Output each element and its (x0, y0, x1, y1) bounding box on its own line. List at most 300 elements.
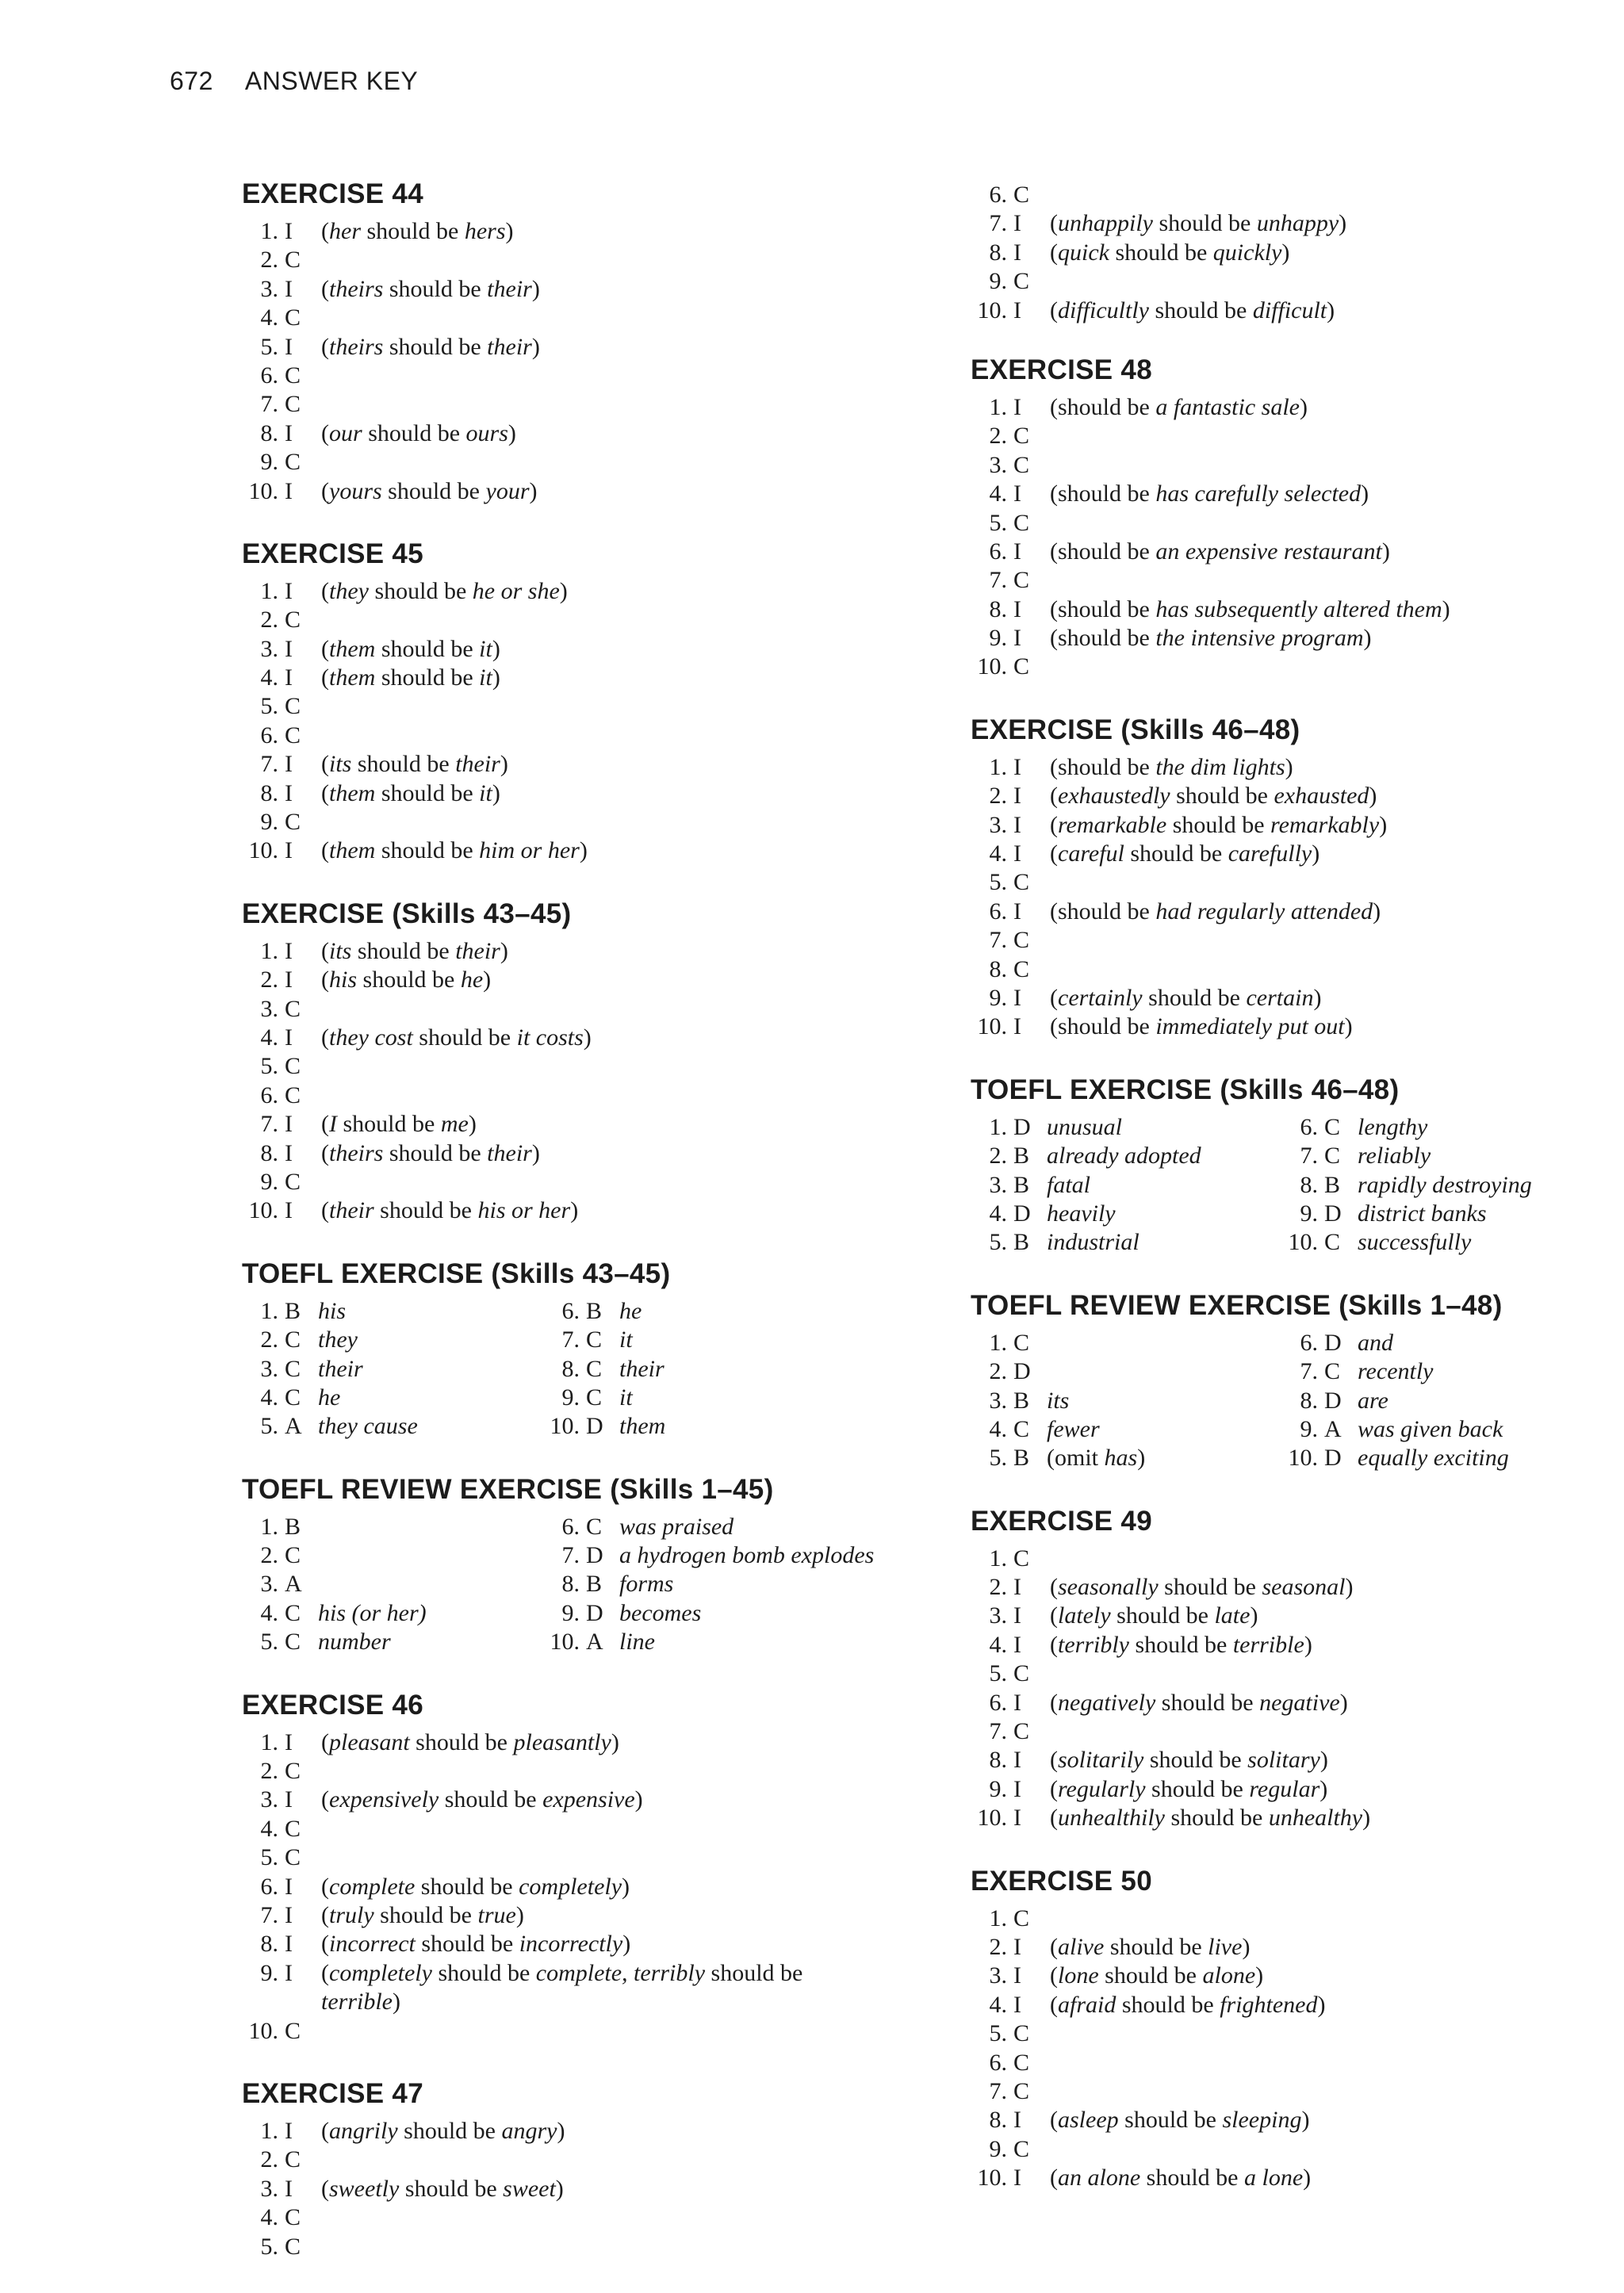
item-number: 2. (989, 423, 1007, 450)
note-italic: live (1208, 1933, 1243, 1960)
answer-mark: I (285, 218, 293, 244)
note-text: ( (321, 1139, 329, 1166)
note-text: ) (1344, 1013, 1353, 1040)
item-number: 1. (989, 1904, 1007, 1931)
note-italic: had regularly attended (1155, 898, 1373, 924)
note-italic: his (329, 967, 358, 993)
note-text: ) (1320, 1775, 1328, 1802)
answer-row (242, 1901, 924, 1930)
answer-row (971, 297, 1589, 325)
answer-mark: C (285, 607, 301, 634)
item-number: 1. (260, 1513, 278, 1540)
answer-mark: C (1013, 268, 1030, 295)
note-text: should be (383, 333, 488, 360)
answer-mark: C (285, 1629, 301, 1656)
note-italic: regularly (1058, 1775, 1146, 1802)
item-number: 4. (989, 480, 1007, 507)
answer-row (242, 1959, 924, 2017)
item-number: 2. (989, 1933, 1007, 1960)
answer-mark: D (586, 1542, 603, 1569)
answer-row (971, 1659, 1589, 1688)
item-number: 5. (989, 1229, 1007, 1256)
answer-note (1050, 1602, 1258, 1630)
note-text: should be (1143, 1747, 1248, 1774)
answer-mark: C (285, 247, 301, 274)
item-number: 3. (989, 811, 1007, 838)
item-number: 2. (260, 2146, 278, 2173)
item-number: 8. (989, 2107, 1007, 2134)
note-text: ( (321, 1786, 329, 1813)
note-text: ( (321, 477, 329, 504)
answer-note (1050, 811, 1387, 840)
item-number: 9. (561, 1599, 580, 1626)
section-title: EXERCISE 50 (971, 1865, 1152, 1897)
note-italic: regular (1249, 1775, 1320, 1802)
exercise-50 (971, 1865, 1589, 2193)
note-text: ) (1361, 480, 1369, 507)
item-number: 4. (260, 1024, 278, 1051)
answer-note (321, 1024, 592, 1052)
note-text: ) (557, 2117, 565, 2144)
answer-mark: C (1013, 509, 1030, 536)
note-italic: they cost (329, 1024, 413, 1051)
answer-row (242, 362, 924, 390)
note-text: ( (1050, 1574, 1058, 1601)
answer-word: his (318, 1297, 347, 1324)
answer-row (971, 624, 1589, 653)
note-italic: seasonal (1262, 1574, 1346, 1601)
answer-mark: A (586, 1629, 603, 1656)
answer-mark: I (1013, 2107, 1021, 2134)
item-number: 4. (989, 1631, 1007, 1658)
note-text: should be (1170, 783, 1274, 810)
answer-mark: I (285, 1873, 293, 1900)
answer-mark: C (586, 1355, 603, 1382)
note-text: ( (321, 275, 329, 302)
answer-row (971, 2164, 1589, 2192)
answer-row (242, 1513, 924, 1541)
answer-mark: C (586, 1513, 603, 1540)
answer-row (971, 538, 1589, 566)
item-number: 6. (260, 1873, 278, 1900)
item-number: 9. (260, 1168, 278, 1195)
note-text: ( (321, 1873, 329, 1900)
note-text: (should be (1050, 898, 1156, 924)
item-number: 5. (260, 1629, 278, 1656)
item-number: 9. (989, 2135, 1007, 2162)
note-text: ) (1281, 239, 1290, 266)
note-text: should be (375, 664, 480, 691)
answer-mark: C (1013, 1545, 1030, 1571)
answer-mark: I (285, 779, 293, 806)
note-italic: careful (1058, 840, 1124, 867)
item-number: 10. (1288, 1445, 1318, 1472)
note-text: (should be (1050, 595, 1156, 622)
section-title: EXERCISE 49 (971, 1505, 1152, 1537)
note-text: should be (375, 837, 480, 864)
answer-word: unusual (1047, 1113, 1123, 1140)
answer-row (242, 1728, 924, 1757)
answer-word: he (318, 1384, 341, 1411)
answer-note-continued (321, 1988, 400, 2016)
item-number: 6. (1300, 1113, 1318, 1140)
note-text: ( (321, 1931, 329, 1958)
note-italic: truly (329, 1901, 374, 1928)
item-number: 10. (1288, 1229, 1318, 1256)
note-text: ( (1050, 1775, 1058, 1802)
note-italic: them (329, 664, 376, 691)
answer-mark: C (1013, 423, 1030, 450)
answer-mark: I (1013, 297, 1021, 323)
note-text: ( (321, 1901, 329, 1928)
item-number: 6. (1300, 1329, 1318, 1356)
note-italic: theirs (329, 275, 384, 302)
answer-note (1050, 239, 1289, 267)
answer-mark: C (285, 693, 301, 720)
exercise-48 (971, 354, 1589, 682)
exercise-skills-43-45 (242, 898, 924, 1226)
item-number: 7. (260, 1111, 278, 1138)
answer-mark: D (1324, 1329, 1342, 1356)
item-number: 5. (260, 1413, 278, 1440)
note-text: should be (1098, 1962, 1203, 1989)
note-text: ( (321, 333, 329, 360)
note-text: ) (1339, 210, 1347, 237)
note-text: ) (1442, 595, 1450, 622)
answer-mark: C (1013, 955, 1030, 982)
note-text: (should be (1050, 1013, 1156, 1040)
note-text: should be (361, 218, 465, 244)
note-text: should be (1109, 239, 1213, 266)
note-text: should be (1155, 1689, 1260, 1716)
exercise-47 (242, 2077, 924, 2261)
answer-word: it (619, 1326, 633, 1353)
toefl-review-1-48 (971, 1289, 1589, 1473)
note-italic: hers (464, 218, 506, 244)
answer-row (971, 1602, 1589, 1630)
answer-word: are (1358, 1387, 1388, 1414)
note-italic: unhealthy (1268, 1805, 1363, 1832)
answer-word: becomes (619, 1599, 702, 1626)
item-number: 7. (989, 567, 1007, 594)
note-italic: frightened (1220, 1991, 1318, 2018)
note-italic: true (477, 1901, 516, 1928)
answer-word: a hydrogen bomb explodes (619, 1542, 875, 1569)
answer-row (971, 1962, 1589, 1990)
answer-mark: I (1013, 393, 1021, 420)
note-text: ) (570, 1197, 579, 1224)
note-italic: has (1104, 1445, 1138, 1472)
item-number: 1. (989, 1545, 1007, 1571)
answer-row (971, 1013, 1589, 1041)
answer-word: number (318, 1629, 391, 1656)
note-text: ) (1303, 2165, 1312, 2192)
answer-word: was praised (619, 1513, 734, 1540)
note-italic: it (479, 635, 492, 662)
answer-row (242, 2146, 924, 2174)
answer-mark: C (1324, 1113, 1341, 1140)
answer-row (242, 477, 924, 506)
answer-note (1050, 1573, 1353, 1602)
note-italic: completely (329, 1959, 432, 1986)
note-text: ) (1369, 783, 1377, 810)
note-italic: negative (1259, 1689, 1340, 1716)
note-text: should be (705, 1959, 803, 1986)
answer-note (1050, 1962, 1263, 1990)
note-text: should be (1166, 811, 1271, 838)
answer-word: its (1047, 1387, 1070, 1414)
item-number: 8. (989, 1747, 1007, 1774)
answer-word: recently (1358, 1358, 1434, 1385)
answer-row (242, 1930, 924, 1958)
answer-mark: I (1013, 1962, 1021, 1989)
answer-note (1050, 209, 1346, 238)
answer-note (1050, 1775, 1327, 1804)
answer-mark: I (1013, 625, 1021, 652)
note-text: (should be (1050, 625, 1156, 652)
note-text: ( (321, 1111, 329, 1138)
answer-mark: D (1013, 1113, 1031, 1140)
answer-row (971, 509, 1589, 538)
note-text: should be (1164, 1805, 1269, 1832)
note-text: ) (468, 1111, 477, 1138)
note-text: ( (1050, 1805, 1058, 1832)
answer-word: already adopted (1047, 1143, 1201, 1169)
note-italic: seasonally (1058, 1574, 1159, 1601)
answer-note (321, 635, 500, 664)
exercise-skills-46-48 (971, 714, 1589, 1042)
answer-row (971, 1717, 1589, 1746)
answer-mark: D (1013, 1200, 1031, 1227)
answer-row (971, 2135, 1589, 2164)
item-number: 8. (260, 419, 278, 446)
note-text: ( (321, 751, 329, 778)
answer-note (1050, 1991, 1326, 2019)
answer-row (971, 1142, 1589, 1170)
answer-mark: C (1013, 1415, 1030, 1442)
item-number: 1. (260, 937, 278, 964)
answer-mark: B (1013, 1229, 1030, 1256)
answer-row (242, 1355, 924, 1384)
note-italic: lately (1058, 1602, 1111, 1629)
answer-word: his (or her) (318, 1599, 427, 1626)
note-text: ) (483, 967, 492, 993)
note-italic: solitarily (1058, 1747, 1144, 1774)
answer-row (242, 275, 924, 304)
note-italic: unhealthily (1058, 1805, 1165, 1832)
note-italic: her (329, 218, 361, 244)
answer-mark: I (1013, 1805, 1021, 1832)
answer-row (242, 1024, 924, 1052)
item-number: 2. (260, 1542, 278, 1569)
item-number: 6. (989, 2049, 1007, 2076)
answer-mark: I (1013, 1775, 1021, 1802)
note-text: ) (1304, 1631, 1312, 1658)
answer-mark: I (285, 664, 293, 691)
note-text: ) (531, 1139, 540, 1166)
note-text: ) (1313, 984, 1322, 1011)
note-italic: theirs (329, 333, 384, 360)
item-number: 6. (260, 722, 278, 748)
answer-mark: D (1324, 1445, 1342, 1472)
answer-mark: C (285, 1758, 301, 1785)
note-text: ) (634, 1786, 643, 1813)
item-number: 6. (260, 362, 278, 389)
note-italic: their (455, 937, 500, 964)
exercise-44 (242, 178, 924, 506)
note-italic: certainly (1058, 984, 1143, 1011)
answer-row (971, 898, 1589, 926)
item-number: 8. (260, 1931, 278, 1958)
item-number: 5. (989, 1660, 1007, 1687)
answer-row (242, 635, 924, 664)
item-number: 4. (260, 1815, 278, 1842)
note-italic: exhausted (1274, 783, 1369, 810)
item-number: 8. (260, 779, 278, 806)
note-italic: his or her (477, 1197, 571, 1224)
section-title: EXERCISE (Skills 43–45) (242, 898, 572, 929)
answer-mark: D (1324, 1200, 1342, 1227)
note-italic: them (329, 635, 376, 662)
item-number: 2. (989, 783, 1007, 810)
page-number: 672 (170, 67, 213, 95)
answer-row (242, 1757, 924, 1786)
answer-row (971, 1228, 1589, 1257)
answer-row (242, 937, 924, 966)
item-number: 6. (561, 1513, 580, 1540)
item-number: 5. (260, 333, 278, 360)
item-number: 4. (260, 304, 278, 331)
item-number: 7. (1300, 1143, 1318, 1169)
answer-mark: B (285, 1513, 301, 1540)
answer-row (242, 722, 924, 750)
answer-row (242, 692, 924, 721)
note-italic: sweet (503, 2175, 556, 2202)
item-number: 3. (260, 2175, 278, 2202)
answer-mark: C (1013, 451, 1030, 478)
answer-note (321, 333, 540, 362)
answer-row (971, 753, 1589, 782)
note-italic: completely (519, 1873, 622, 1900)
answer-word: lengthy (1358, 1113, 1428, 1140)
answer-row (242, 1843, 924, 1872)
note-text: ) (1255, 1962, 1264, 1989)
exercise-47-continued (971, 181, 1589, 325)
item-number: 9. (1300, 1200, 1318, 1227)
answer-row (971, 1904, 1589, 1933)
note-text: should be (415, 1931, 519, 1958)
answer-row (242, 1168, 924, 1196)
note-text: ( (1050, 811, 1058, 838)
answer-mark: I (285, 1786, 293, 1813)
answer-row (971, 782, 1589, 810)
item-number: 7. (989, 210, 1007, 237)
item-number: 8. (989, 595, 1007, 622)
answer-mark: I (1013, 1602, 1021, 1629)
note-text: should be (1140, 2165, 1244, 2192)
answer-grid (971, 1113, 1589, 1258)
answer-row (971, 480, 1589, 508)
note-text: ) (1362, 1805, 1371, 1832)
note-italic: them (329, 779, 376, 806)
answer-row (971, 1444, 1589, 1472)
note-italic: remarkably (1270, 811, 1380, 838)
answer-mark: I (1013, 1991, 1021, 2018)
note-italic: the intensive program (1155, 625, 1364, 652)
answer-mark: I (285, 419, 293, 446)
answer-row (242, 995, 924, 1024)
answer-mark: I (1013, 210, 1021, 237)
answer-word: he (619, 1297, 642, 1324)
section-title: TOEFL REVIEW EXERCISE (Skills 1–48) (971, 1289, 1503, 1321)
answer-row (242, 2017, 924, 2046)
answer-note (321, 779, 500, 808)
section-title: EXERCISE 44 (242, 178, 423, 209)
item-number: 3. (989, 1962, 1007, 1989)
item-number: 3. (260, 275, 278, 302)
answer-note (1050, 753, 1293, 782)
note-text: (should be (1050, 393, 1156, 420)
answer-row (971, 1804, 1589, 1832)
note-italic: complete (329, 1873, 416, 1900)
answer-word: heavily (1047, 1200, 1116, 1227)
item-number: 4. (260, 664, 278, 691)
item-number: 6. (989, 1689, 1007, 1716)
answer-mark: C (1013, 567, 1030, 594)
item-number: 8. (1300, 1171, 1318, 1198)
answer-row (242, 779, 924, 808)
answer-row (242, 246, 924, 274)
answer-row (242, 750, 924, 779)
answer-mark: I (1013, 1013, 1021, 1040)
item-number: 3. (260, 995, 278, 1022)
answer-row (242, 1815, 924, 1843)
answer-mark: C (1013, 2049, 1030, 2076)
note-text: ( (1050, 297, 1058, 323)
answer-mark: C (1324, 1358, 1341, 1385)
item-number: 5. (260, 2233, 278, 2260)
answer-row (242, 664, 924, 692)
answer-mark: I (285, 2175, 293, 2202)
answer-row (242, 1081, 924, 1110)
answer-word: fewer (1047, 1415, 1100, 1442)
note-text: (should be (1050, 753, 1156, 780)
note-text: should be (351, 751, 456, 778)
answer-row (242, 1052, 924, 1081)
answer-row (242, 577, 924, 606)
note-text: ) (555, 2175, 564, 2202)
note-italic: their (487, 1139, 532, 1166)
note-italic: carefully (1228, 840, 1312, 867)
section-title: EXERCISE 45 (242, 538, 423, 569)
answer-word: they cause (318, 1413, 418, 1440)
note-italic: the dim lights (1155, 753, 1285, 780)
answer-mark: C (285, 2233, 301, 2260)
note-text: ) (1285, 753, 1293, 780)
note-text: ( (1050, 2107, 1058, 2134)
answer-word: equally exciting (1358, 1445, 1509, 1472)
answer-word: was given back (1358, 1415, 1503, 1442)
note-text: ( (321, 967, 329, 993)
note-text: ) (1320, 1747, 1328, 1774)
answer-mark: C (285, 722, 301, 748)
note-italic: it (479, 779, 492, 806)
answer-note (321, 1196, 578, 1225)
answer-mark: C (285, 304, 301, 331)
note-text: should be (412, 1024, 517, 1051)
answer-row (971, 393, 1589, 422)
answer-note (321, 1873, 630, 1901)
